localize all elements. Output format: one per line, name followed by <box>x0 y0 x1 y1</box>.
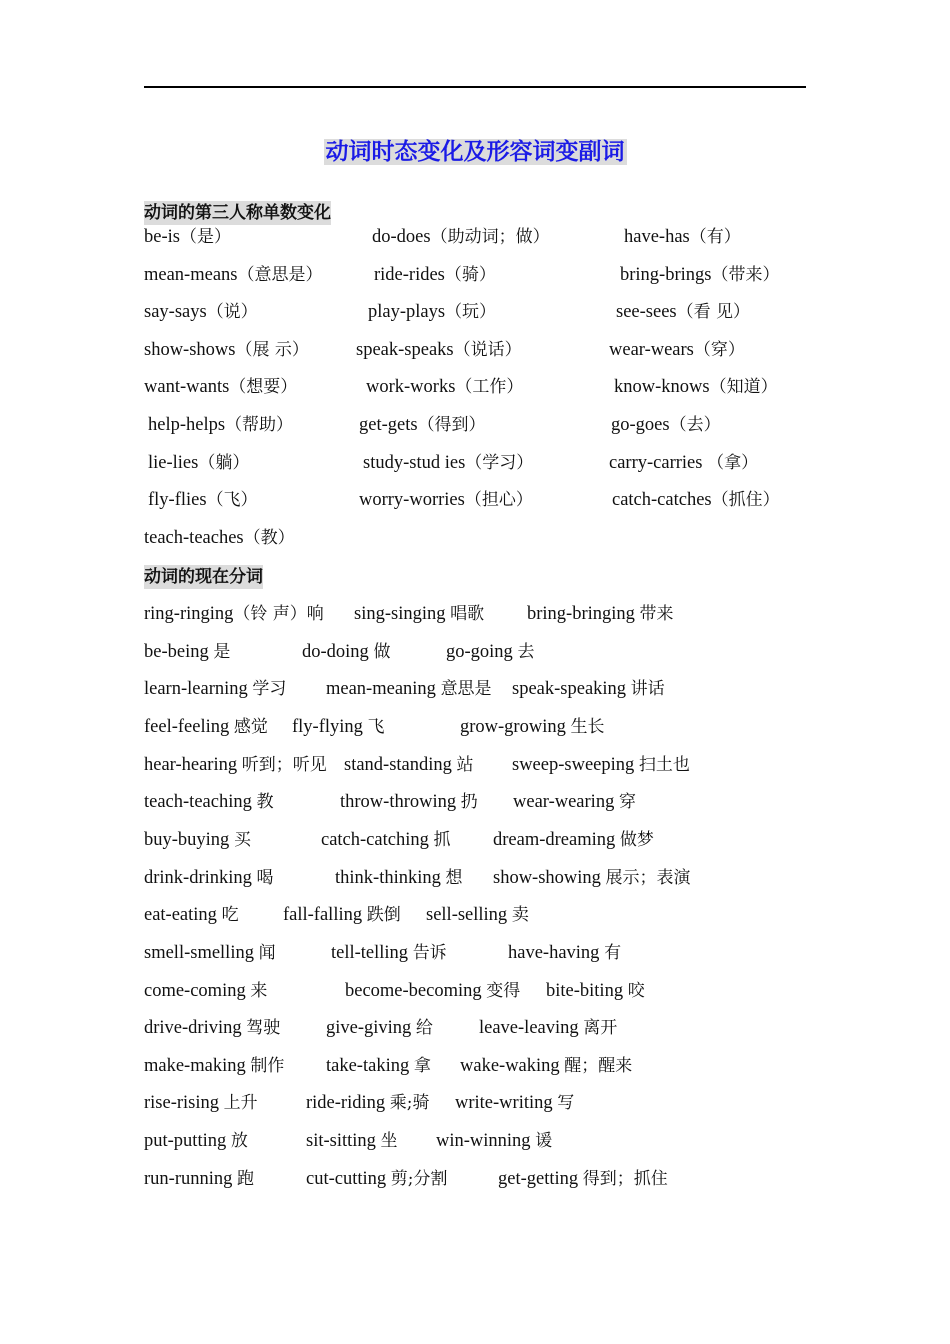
third-person-entry: get-gets（得到） <box>359 415 486 435</box>
participle-entry: buy-buying 买 <box>144 829 251 850</box>
participle-entry: think-thinking 想 <box>335 867 463 888</box>
third-person-entry: have-has（有） <box>624 227 741 247</box>
participle-entry: stand-standing 站 <box>344 754 474 775</box>
participle-entry: become-becoming 变得 <box>345 980 521 1001</box>
participle-row <box>0 676 950 702</box>
third-person-entry: know-knows（知道） <box>614 377 778 398</box>
participle-row <box>0 1015 950 1041</box>
participle-entry: eat-eating 吃 <box>144 905 239 926</box>
participle-entry: ring-ringing（铃 声）响 <box>144 604 324 624</box>
participle-row <box>0 1166 950 1192</box>
participle-entry: make-making 制作 <box>144 1055 285 1076</box>
participle-entry: bring-bringing 带来 <box>527 604 674 624</box>
third-person-entry: catch-catches（抓住） <box>612 490 780 511</box>
participle-entry: sweep-sweeping 扫土也 <box>512 754 690 775</box>
participle-entry: leave-leaving 离开 <box>479 1018 618 1039</box>
participle-entry: run-running 跑 <box>144 1168 254 1189</box>
participle-entry: give-giving 给 <box>326 1018 433 1039</box>
third-person-entry: bring-brings（带来） <box>620 264 780 285</box>
participle-entry: mean-meaning 意思是 <box>326 679 492 700</box>
third-person-row <box>0 525 950 551</box>
third-person-entry: play-plays（玩） <box>368 302 497 323</box>
section-heading-present-participle: 动词的现在分词 <box>144 567 263 587</box>
participle-row <box>0 827 950 853</box>
third-person-row <box>0 299 950 325</box>
participle-entry: feel-feeling 感觉 <box>144 716 268 737</box>
third-person-row <box>0 487 950 513</box>
participle-entry: wake-waking 醒；醒来 <box>460 1055 633 1076</box>
third-person-entry: help-helps（帮助） <box>148 415 294 435</box>
participle-entry: show-showing 展示；表演 <box>493 867 691 888</box>
participle-entry: bite-biting 咬 <box>546 980 645 1001</box>
participle-entry: take-taking 拿 <box>326 1055 431 1076</box>
third-person-row <box>0 412 950 438</box>
participle-entry: drive-driving 驾驶 <box>144 1018 281 1039</box>
participle-entry: sit-sitting 坐 <box>306 1131 398 1152</box>
third-person-entry: be-is（是） <box>144 227 231 247</box>
third-person-row <box>0 337 950 363</box>
participle-row <box>0 1053 950 1079</box>
third-person-entry: want-wants（想要） <box>144 377 298 398</box>
section-heading-third-person: 动词的第三人称单数变化 <box>144 203 331 223</box>
participle-entry: go-going 去 <box>446 641 535 662</box>
participle-row <box>0 601 950 627</box>
participle-entry: fly-flying 飞 <box>292 716 385 737</box>
participle-entry: put-putting 放 <box>144 1131 248 1152</box>
participle-row <box>0 865 950 891</box>
participle-row <box>0 789 950 815</box>
participle-entry: fall-falling 跌倒 <box>283 905 401 926</box>
participle-row <box>0 752 950 778</box>
third-person-entry: say-says（说） <box>144 302 258 323</box>
participle-row <box>0 1090 950 1116</box>
page-title: 动词时态变化及形容词变副词 <box>325 139 625 165</box>
participle-entry: learn-learning 学习 <box>144 679 287 700</box>
third-person-entry: go-goes（去） <box>611 415 721 435</box>
participle-entry: throw-throwing 扔 <box>340 792 478 813</box>
participle-entry: wear-wearing 穿 <box>513 792 636 813</box>
participle-entry: hear-hearing 听到；听见 <box>144 754 327 775</box>
participle-entry: come-coming 来 <box>144 980 268 1001</box>
third-person-entry: study-stud ies（学习） <box>363 452 534 473</box>
participle-entry: tell-telling 告诉 <box>331 942 447 963</box>
header-rule <box>144 86 806 88</box>
participle-entry: cut-cutting 剪;分割 <box>306 1168 448 1189</box>
third-person-entry: show-shows（展 示） <box>144 339 309 360</box>
third-person-entry: fly-flies（飞） <box>148 490 258 511</box>
participle-entry: rise-rising 上升 <box>144 1093 258 1114</box>
participle-entry: drink-drinking 喝 <box>144 867 274 888</box>
third-person-entry: do-does（助动词；做） <box>372 227 550 247</box>
third-person-row <box>0 450 950 476</box>
participle-entry: dream-dreaming 做梦 <box>493 829 654 850</box>
third-person-entry: work-works（工作） <box>366 377 524 398</box>
participle-entry: catch-catching 抓 <box>321 829 451 850</box>
third-person-entry: carry-carries （拿） <box>609 452 759 473</box>
third-person-row <box>0 224 950 250</box>
third-person-entry: wear-wears（穿） <box>609 339 745 360</box>
third-person-entry: ride-rides（骑） <box>374 264 496 285</box>
third-person-row <box>0 374 950 400</box>
third-person-entry: lie-lies（躺） <box>148 452 250 473</box>
third-person-entry: teach-teaches（教） <box>144 527 295 548</box>
participle-entry: smell-smelling 闻 <box>144 942 276 963</box>
third-person-entry: speak-speaks（说话） <box>356 339 522 360</box>
participle-entry: grow-growing 生长 <box>460 716 605 737</box>
participle-entry: speak-speaking 讲话 <box>512 679 665 700</box>
third-person-entry: worry-worries（担心） <box>359 490 533 511</box>
participle-row <box>0 639 950 665</box>
participle-entry: sell-selling 卖 <box>426 905 529 926</box>
participle-entry: teach-teaching 教 <box>144 792 274 813</box>
third-person-entry: see-sees（看 见） <box>616 302 751 323</box>
participle-entry: win-winning 谖 <box>436 1131 553 1152</box>
participle-row <box>0 902 950 928</box>
participle-entry: have-having 有 <box>508 942 622 963</box>
participle-row <box>0 714 950 740</box>
third-person-row <box>0 262 950 288</box>
participle-row <box>0 940 950 966</box>
participle-entry: write-writing 写 <box>455 1093 575 1114</box>
participle-entry: be-being 是 <box>144 641 231 662</box>
participle-row <box>0 1128 950 1154</box>
participle-entry: do-doing 做 <box>302 641 391 662</box>
third-person-entry: mean-means（意思是） <box>144 264 323 285</box>
participle-entry: ride-riding 乘;骑 <box>306 1093 430 1114</box>
participle-entry: get-getting 得到；抓住 <box>498 1168 668 1189</box>
participle-row <box>0 978 950 1004</box>
participle-entry: sing-singing 唱歌 <box>354 604 485 624</box>
